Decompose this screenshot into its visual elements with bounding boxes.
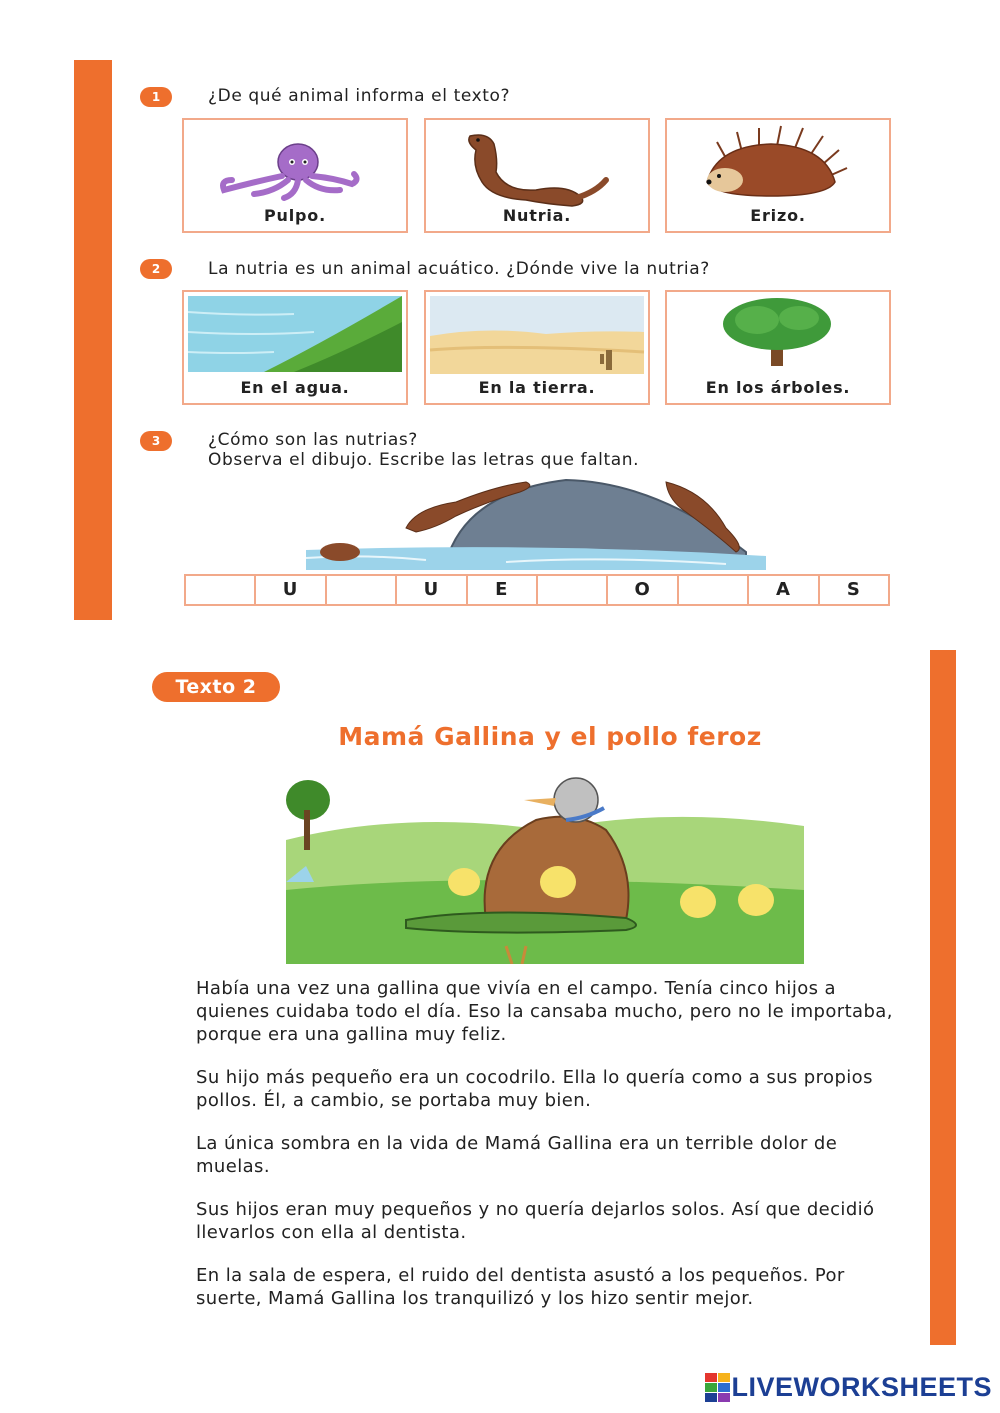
option-en-la-tierra[interactable]: [424, 290, 650, 405]
liveworksheets-brand-text: LIVEWORKSHEETS: [731, 1372, 992, 1402]
letter-cell-9: A: [749, 576, 819, 604]
story-paragraph-3: La única sombra en la vida de Mamá Gallina era un terrible dolor de muelas.: [196, 1133, 838, 1177]
question-3-instruction: Observa el dibujo. Escribe las letras que faltan.: [208, 450, 640, 470]
otters-on-rock-illustration: [306, 472, 766, 570]
question-2-number: 2: [140, 259, 172, 279]
option-erizo[interactable]: [665, 118, 891, 233]
letter-cell-3[interactable]: [327, 576, 397, 604]
texto-2-badge: Texto 2: [152, 672, 280, 702]
question-1-text: ¿De qué animal informa el texto?: [208, 86, 511, 106]
option-label: En el agua.: [240, 378, 350, 397]
letter-cell-7: O: [608, 576, 678, 604]
option-label: En la tierra.: [478, 378, 596, 397]
option-en-el-agua[interactable]: [182, 290, 408, 405]
option-label: Nutria.: [502, 206, 572, 225]
option-label: Erizo.: [750, 206, 806, 225]
option-label: En los árboles.: [705, 378, 851, 397]
story-paragraph-4: Sus hijos eran muy pequeños y no quería dejarlos solos. Así que decidió llevarlos con ella al dentista.: [196, 1199, 875, 1243]
option-en-los-arboles[interactable]: [665, 290, 891, 405]
left-decorative-stripe: [74, 60, 112, 620]
liveworksheets-logo: [705, 1372, 992, 1403]
story-paragraph-1: Había una vez una gallina que vivía en el campo. Tenía cinco hijos a quienes cuidaba todo el día. Eso la cansaba mucho, pero no le importaba, porque era una gallina muy feliz.: [196, 978, 893, 1045]
option-pulpo[interactable]: [182, 118, 408, 233]
letter-cell-8[interactable]: [679, 576, 749, 604]
letter-cell-10: S: [846, 579, 861, 600]
liveworksheets-logo-icon: [705, 1373, 731, 1403]
story-illustration: [286, 770, 804, 964]
letter-cell-2: U: [256, 576, 326, 604]
story-title: Mamá Gallina y el pollo feroz: [338, 722, 762, 751]
question-3-text: ¿Cómo son las nutrias?: [208, 430, 418, 450]
letter-cell-1[interactable]: [186, 576, 256, 604]
question-2-text: La nutria es un animal acuático. ¿Dónde vive la nutria?: [208, 259, 710, 279]
missing-letters-grid: [184, 574, 890, 606]
story-paragraph-2: Su hijo más pequeño era un cocodrilo. Ella lo quería como a sus propios pollos. Él, a cambio, se portaba muy bien.: [196, 1067, 873, 1111]
option-nutria[interactable]: [424, 118, 650, 233]
right-decorative-stripe: [930, 650, 956, 1345]
letter-cell-4: U: [397, 576, 467, 604]
letter-cell-6[interactable]: [538, 576, 608, 604]
question-3-number: 3: [140, 431, 172, 451]
letter-cell-5: E: [468, 576, 538, 604]
story-paragraph-5: En la sala de espera, el ruido del dentista asustó a los pequeños. Por suerte, Mamá Gallina los tranquilizó y los hizo sentir mejor.: [196, 1265, 845, 1309]
question-1-number: 1: [140, 87, 172, 107]
option-label: Pulpo.: [264, 206, 326, 225]
